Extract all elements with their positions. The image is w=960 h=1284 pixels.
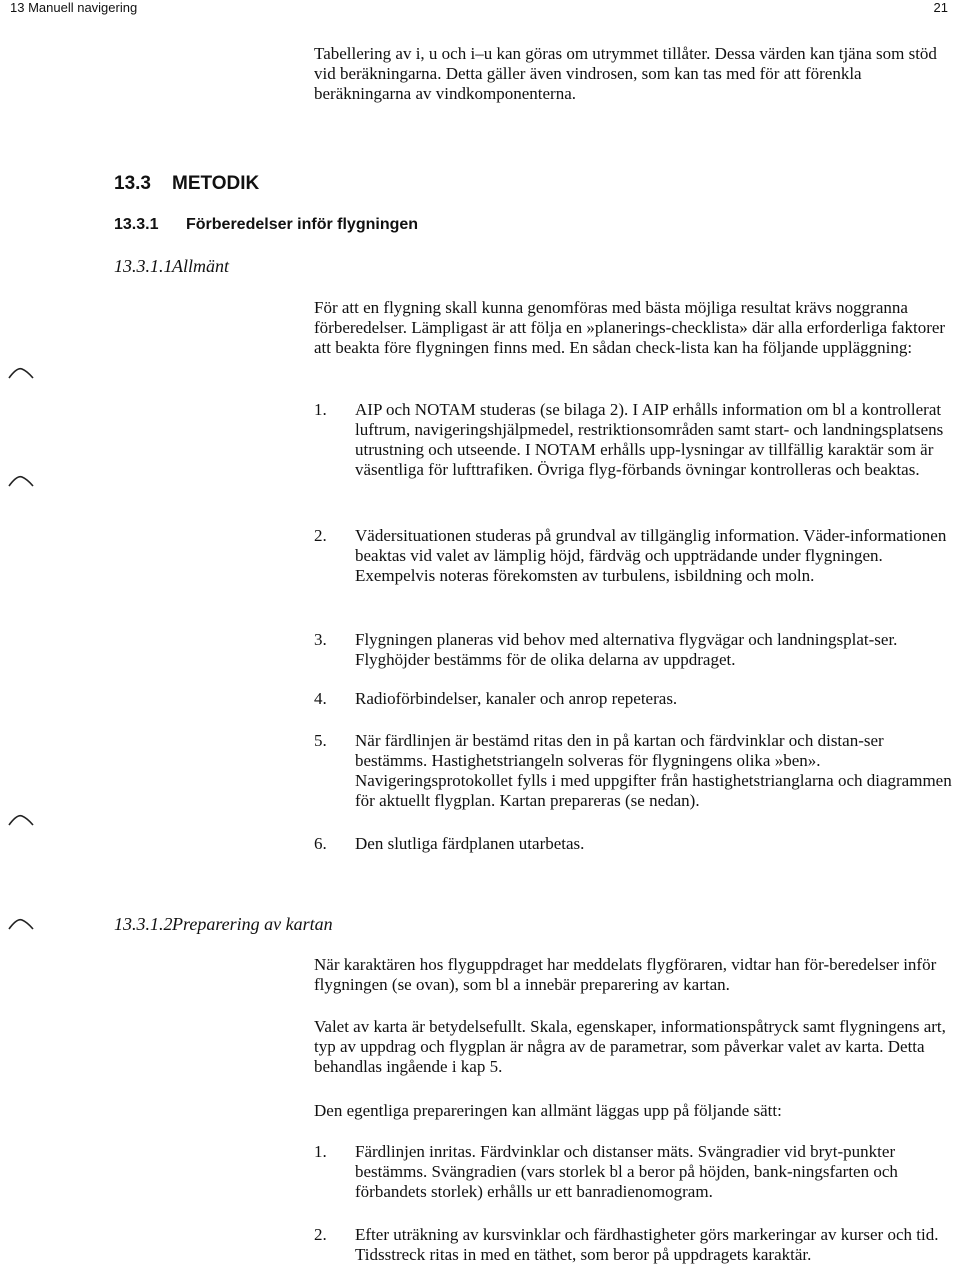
checklist-item-1 [314, 400, 954, 480]
checklist-item-5 [314, 731, 954, 811]
item-number: 3. [314, 630, 327, 649]
item-text: AIP och NOTAM studeras (se bilaga 2). I AIP erhålls information om bl a kontrollerat luftrum, navigeringshjälpmedel, restriktionsområden samt start- och landningsplatsens utrustning och utseende. I NOTAM erhålls upp-lysningar av tillfällig karaktär som är väsentliga för lufttrafiken. Övriga flyg-förbands övningar kontrolleras och beaktas. [355, 400, 944, 479]
page-number: 21 [933, 0, 948, 15]
section-title: METODIK [172, 173, 260, 194]
item-text: Efter uträkning av kursvinklar och färdhastigheter görs markeringar av kurser och tid. Tidsstreck ritas in med en täthet, som beror på uppdragets karaktär. [355, 1225, 939, 1264]
prep-item-1 [314, 1142, 954, 1202]
item-number: 2. [314, 526, 327, 545]
item-text: Färdlinjen inritas. Färdvinklar och distanser mäts. Svängradier vid bryt-punkter bestämms. Svängradien (vars storlek bl a beror på höjden, bank-ningsfarten och förbandets storlek) erhålls ur ett banradienomogram. [355, 1142, 898, 1201]
margin-scan-mark [8, 917, 34, 931]
subsection-number: 13.3.1 [114, 216, 159, 233]
item-number: 5. [314, 731, 327, 750]
item-number: 1. [314, 400, 327, 419]
margin-scan-mark [8, 474, 34, 488]
checklist-item-6 [314, 834, 954, 854]
item-number: 4. [314, 689, 327, 708]
general-heading-number: 13.3.1.1 [114, 256, 173, 276]
prep-item-2 [314, 1225, 954, 1265]
margin-scan-mark [8, 813, 34, 827]
item-text: Flygningen planeras vid behov med alternativa flygvägar och landningsplat-ser. Flyghöjder bestämms för de olika delarna av uppdraget. [355, 630, 898, 669]
general-heading-title: Allmänt [172, 256, 229, 276]
margin-scan-mark [8, 366, 34, 380]
general-paragraph: För att en flygning skall kunna genomföras med bästa möjliga resultat krävs noggranna förberedelser. Lämpligast är att följa en »planerings-checklista» där alla erforderliga faktorer att beakta före flygningen finns med. En sådan check-lista kan ha följande uppläggning: [314, 298, 946, 357]
item-text: Radioförbindelser, kanaler och anrop repeteras. [355, 689, 678, 708]
map-prep-paragraph-2: Valet av karta är betydelsefullt. Skala, egenskaper, informationspåtryck samt flygningens art, typ av uppdrag och flygplan är några av de parametrar, som påverkar valet av karta. Detta behandlas ingående i kap 5. [314, 1017, 946, 1076]
item-number: 1. [314, 1142, 327, 1161]
item-number: 2. [314, 1225, 327, 1244]
section-number: 13.3 [114, 173, 151, 194]
checklist-item-2 [314, 526, 954, 586]
map-prep-heading-title: Preparering av kartan [172, 914, 333, 934]
intro-paragraph: Tabellering av i, u och i–u kan göras om utrymmet tillåter. Dessa värden kan tjäna som stöd vid beräkningarna. Detta gäller även vindrosen, som kan tas med för att förenkla beräkningarna av vindkomponenterna. [314, 44, 937, 103]
item-text: När färdlinjen är bestämd ritas den in på kartan och färdvinklar och distan-ser bestämms. Hastighetstriangeln solveras för flygningens olika »ben». Navigeringsprotokollet fylls i med uppgifter från hastighetstrianglarna och diagrammen för aktuellt flygplan. Kartan prepareras (se nedan). [355, 731, 952, 810]
item-text: Vädersituationen studeras på grundval av tillgänglig information. Väder-informationen beaktas vid valet av lämplig höjd, färdväg och uppträdande under flygningen. Exempelvis noteras förekomsten av turbulens, isbildning och moln. [355, 526, 947, 585]
running-header-chapter: 13 Manuell navigering [10, 0, 138, 15]
checklist-item-3 [314, 630, 954, 670]
item-text: Den slutliga färdplanen utarbetas. [355, 834, 585, 853]
map-prep-heading-number: 13.3.1.2 [114, 914, 173, 934]
item-number: 6. [314, 834, 327, 853]
checklist-item-4 [314, 689, 954, 709]
map-prep-paragraph-1: När karaktären hos flyguppdraget har meddelats flygföraren, vidtar han för-beredelser inför flygningen (se ovan), som bl a innebär preparering av kartan. [314, 955, 937, 994]
subsection-title: Förberedelser inför flygningen [186, 216, 419, 233]
map-prep-paragraph-3: Den egentliga prepareringen kan allmänt läggas upp på följande sätt: [314, 1101, 782, 1120]
